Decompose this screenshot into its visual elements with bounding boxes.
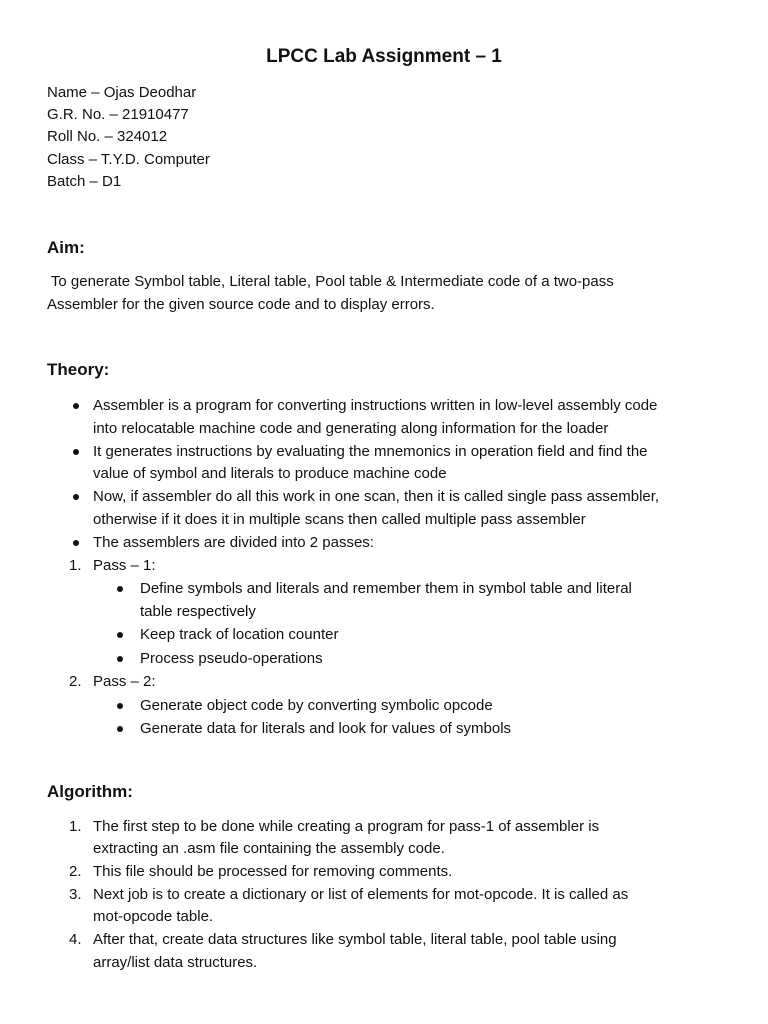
theory-bullet-line: Assembler is a program for converting instructions written in low-level assembly code (93, 397, 658, 414)
gr-number: G.R. No. – 21910477 (47, 106, 189, 123)
algorithm-step-line: extracting an .asm file containing the assembly code. (93, 840, 445, 858)
algorithm-heading: Algorithm: (47, 782, 133, 801)
theory-bullet-line: otherwise if it does it in multiple scans then called multiple pass assembler (93, 510, 586, 528)
algorithm-step-line: After that, create data structures like symbol table, literal table, pool table using (93, 931, 617, 949)
theory-bullet-line: It generates instructions by evaluating the mnemonics in operation field and find the (93, 442, 648, 460)
theory-bullet-line: into relocatable machine code and generating along information for the loader (93, 419, 609, 437)
algorithm-step-line: Next job is to create a dictionary or list of elements for mot-opcode. It is called as (93, 886, 629, 904)
pass-label: Pass – 2: (93, 673, 156, 690)
bullet-icon (117, 703, 123, 709)
bullet-icon (117, 632, 123, 638)
theory-bullet-line: Now, if assembler do all this work in one scan, then it is called single pass assembler, (93, 488, 660, 505)
bullet-icon (73, 449, 79, 455)
bullet-icon (73, 540, 79, 546)
bullet-icon (73, 403, 79, 409)
aim-heading: Aim: (47, 238, 85, 257)
batch-name: Batch – D1 (47, 173, 122, 190)
pass-item-line: Generate object code by converting symbolic opcode (140, 696, 493, 714)
bullet-icon (117, 726, 123, 732)
pass-item-line: Process pseudo-operations (140, 649, 323, 667)
aim-line-2: Assembler for the given source code and to display errors. (47, 296, 435, 313)
algorithm-step-number: 4. (69, 931, 82, 949)
algorithm-step-line: The first step to be done while creating a program for pass-1 of assembler is (93, 818, 600, 835)
roll-number: Roll No. – 324012 (47, 128, 168, 145)
bullet-icon (117, 656, 123, 662)
bullet-icon (117, 586, 123, 592)
theory-bullet-line: value of symbol and literals to produce machine code (93, 465, 447, 482)
pass-number: 1. (69, 556, 82, 574)
student-name: Name – Ojas Deodhar (47, 84, 197, 101)
algorithm-step-number: 2. (69, 863, 82, 881)
pass-item-line: Generate data for literals and look for values of symbols (140, 720, 512, 737)
pass-number: 2. (69, 673, 82, 690)
theory-bullet-line: The assemblers are divided into 2 passes: (93, 533, 374, 551)
algorithm-step-line: array/list data structures. (93, 953, 258, 971)
algorithm-step-number: 1. (69, 818, 82, 835)
algorithm-step-number: 3. (69, 886, 82, 904)
algorithm-step-line: This file should be processed for removing comments. (93, 863, 453, 881)
bullet-icon (73, 494, 79, 500)
pass-label: Pass – 1: (93, 556, 156, 574)
class-name: Class – T.Y.D. Computer (47, 151, 210, 168)
aim-line-1: To generate Symbol table, Literal table, Pool table & Intermediate code of a two-pass (47, 273, 614, 290)
pass-item-line: table respectively (140, 602, 256, 620)
pass-item-line: Define symbols and literals and remember them in symbol table and literal (140, 580, 632, 597)
document-title: LPCC Lab Assignment – 1 (266, 46, 502, 67)
theory-heading: Theory: (47, 360, 110, 379)
algorithm-step-line: mot-opcode table. (93, 908, 214, 926)
pass-item-line: Keep track of location counter (140, 626, 339, 643)
